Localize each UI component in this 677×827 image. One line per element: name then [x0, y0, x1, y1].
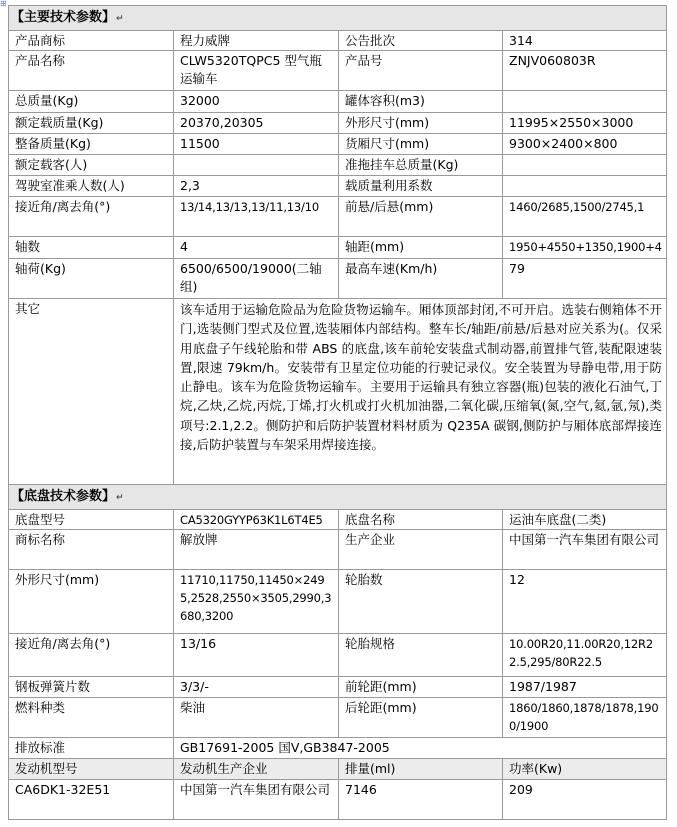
chassis-label: 燃料种类 [9, 698, 174, 738]
chassis-label: 生产企业 [339, 530, 503, 570]
main-value: 20370,20305 [174, 113, 339, 134]
engine-value: CA6DK1-32E51 [9, 780, 174, 820]
chassis-section-header [9, 485, 667, 510]
main-label: 轴数 [9, 237, 174, 259]
chassis-value: CA5320GYYP63K1L6T4E5 [174, 510, 339, 530]
main-value [174, 155, 339, 176]
chassis-label: 外形尺寸(mm) [9, 570, 174, 634]
main-value: 2,3 [174, 176, 339, 197]
main-label: 外形尺寸(mm) [339, 113, 503, 134]
other-text: 该车适用于运输危险品为危险货物运输车。厢体顶部封闭,不可开启。选装右侧箱体不开门,选装侧门型式及位置,选装厢体内部结构。整车长/轴距/前悬/后悬对应关系为(。仅采用底盘子午线轮胎和带 ABS 的底盘,该车前轮安装盘式制动器,前置排气管,装配限速装置,限速 79km/h。安装带有卫星定位功能的行驶记录仪。安全装置为导静电带,用于防止静电。该车为危险货物运输车。主要用于运输具有独立容器(瓶)包装的液化石油气,丁烷,乙炔,乙烷,丙烷,丁烯,打火机或打火机加油器,二氧化碳,压缩氧(氮,空气,氦,氩,氖),类项号:2.1,2.2。侧防护和后防护装置材料材质为 Q235A 碳钢,侧防护与厢体底部焊接连接,后防护装置与车架采用焊接连接。 [174, 299, 667, 485]
main-value: 9300×2400×800 [503, 134, 667, 155]
main-value: 11995×2550×3000 [503, 113, 667, 134]
main-value [503, 91, 667, 113]
chassis-label: 前轮距(mm) [339, 677, 503, 698]
main-label: 最高车速(Km/h) [339, 259, 503, 299]
chassis-section-title: 【底盘技术参数】 [11, 489, 116, 504]
main-label: 公告批次 [339, 31, 503, 51]
main-value [503, 176, 667, 197]
other-label: 其它 [9, 299, 174, 485]
main-label: 总质量(Kg) [9, 91, 174, 113]
paragraph-mark: ↵ [116, 14, 124, 24]
main-value: 314 [503, 31, 667, 51]
main-label: 产品商标 [9, 31, 174, 51]
chassis-label: 底盘名称 [339, 510, 503, 530]
main-label: 产品名称 [9, 51, 174, 91]
main-label: 额定载质量(Kg) [9, 113, 174, 134]
main-section-header [9, 6, 667, 31]
main-value: 11500 [174, 134, 339, 155]
chassis-value: 柴油 [174, 698, 339, 738]
main-label: 前悬/后悬(mm) [339, 197, 503, 237]
main-value: 13/14,13/13,13/11,13/10 [174, 197, 339, 237]
engine-header: 排量(ml) [339, 759, 503, 780]
main-label: 接近角/离去角(°) [9, 197, 174, 237]
chassis-label: 钢板弹簧片数 [9, 677, 174, 698]
chassis-value: 11710,11750,11450×2495,2528,2550×3505,2990,3680,3200 [174, 570, 339, 634]
emission-label: 排放标准 [9, 738, 174, 759]
chassis-value: 13/16 [174, 634, 339, 677]
spec-sheet [8, 5, 666, 820]
chassis-value: 解放牌 [174, 530, 339, 570]
main-label: 轴距(mm) [339, 237, 503, 259]
chassis-label: 轮胎数 [339, 570, 503, 634]
engine-header: 发动机型号 [9, 759, 174, 780]
engine-header: 发动机生产企业 [174, 759, 339, 780]
chassis-value: 10.00R20,11.00R20,12R22.5,295/80R22.5 [503, 634, 667, 677]
main-value: ZNJV060803R [503, 51, 667, 91]
main-label: 额定载客(人) [9, 155, 174, 176]
chassis-value: 3/3/- [174, 677, 339, 698]
engine-header: 功率(Kw) [503, 759, 667, 780]
main-label: 整备质量(Kg) [9, 134, 174, 155]
chassis-label: 后轮距(mm) [339, 698, 503, 738]
engine-value: 7146 [339, 780, 503, 820]
main-value: 6500/6500/19000(二轴组) [174, 259, 339, 299]
main-label: 准拖挂车总质量(Kg) [339, 155, 503, 176]
main-label: 载质量利用系数 [339, 176, 503, 197]
main-value: 4 [174, 237, 339, 259]
emission-value: GB17691-2005 国Ⅴ,GB3847-2005 [174, 738, 667, 759]
engine-value: 209 [503, 780, 667, 820]
chassis-label: 底盘型号 [9, 510, 174, 530]
main-value: 1950+4550+1350,1900+4 [503, 237, 667, 259]
main-value: CLW5320TQPC5 型气瓶运输车 [174, 51, 339, 91]
main-label: 货厢尺寸(mm) [339, 134, 503, 155]
main-label: 驾驶室准乘人数(人) [9, 176, 174, 197]
chassis-label: 接近角/离去角(°) [9, 634, 174, 677]
chassis-label: 轮胎规格 [339, 634, 503, 677]
main-value: 32000 [174, 91, 339, 113]
main-label: 轴荷(Kg) [9, 259, 174, 299]
table-move-handle-icon[interactable]: ⊞ [0, 0, 7, 8]
chassis-label: 商标名称 [9, 530, 174, 570]
chassis-value: 1987/1987 [503, 677, 667, 698]
chassis-value: 中国第一汽车集团有限公司 [503, 530, 667, 570]
main-value: 程力威牌 [174, 31, 339, 51]
engine-value: 中国第一汽车集团有限公司 [174, 780, 339, 820]
chassis-value: 运油车底盘(二类) [503, 510, 667, 530]
main-value: 1460/2685,1500/2745,1 [503, 197, 667, 237]
main-label: 产品号 [339, 51, 503, 91]
main-label: 罐体容积(m3) [339, 91, 503, 113]
main-section-title: 【主要技术参数】 [11, 10, 116, 25]
chassis-value: 1860/1860,1878/1878,1900/1900 [503, 698, 667, 738]
paragraph-mark: ↵ [116, 493, 124, 503]
main-value: 79 [503, 259, 667, 299]
main-value [503, 155, 667, 176]
spec-table [8, 5, 667, 820]
chassis-value: 12 [503, 570, 667, 634]
